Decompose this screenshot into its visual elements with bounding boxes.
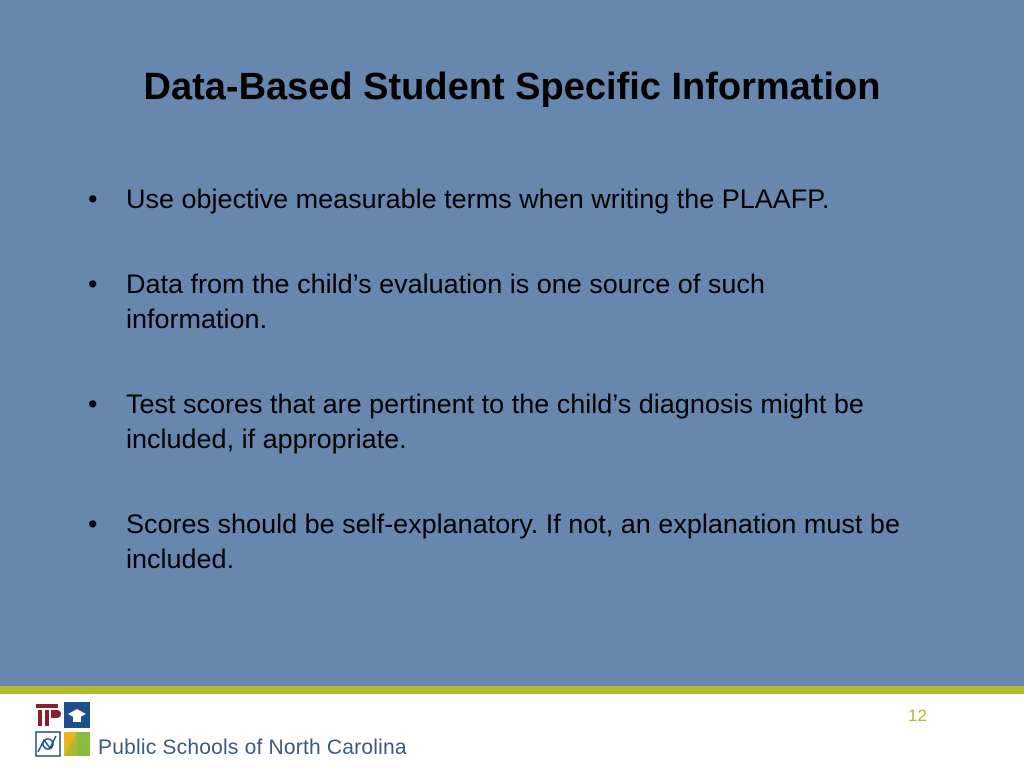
bullet-dot: • — [88, 389, 98, 419]
bullet-text: Scores should be self-explanatory. If not, an explanation must be included. — [126, 509, 900, 574]
slide-title: Data-Based Student Specific Information — [143, 66, 881, 108]
bullet-dot: • — [88, 184, 98, 214]
bullet-text: Data from the child’s evaluation is one source of such information. — [126, 269, 765, 334]
bullet-item — [86, 182, 906, 217]
bullet-dot: • — [88, 269, 98, 299]
organization-name: Public Schools of North Carolina — [98, 736, 407, 759]
bullet-item — [86, 507, 906, 577]
bullet-list — [86, 182, 906, 627]
bullet-item — [86, 267, 906, 337]
public-schools-nc-logo-icon — [34, 702, 94, 760]
bullet-text: Test scores that are pertinent to the child’s diagnosis might be included, if appropriate. — [126, 389, 864, 454]
bullet-item — [86, 387, 906, 457]
page-number: 12 — [908, 706, 927, 725]
bullet-text: Use objective measurable terms when writing the PLAAFP. — [126, 184, 830, 214]
bullet-dot: • — [88, 509, 98, 539]
accent-bar — [0, 686, 1024, 694]
